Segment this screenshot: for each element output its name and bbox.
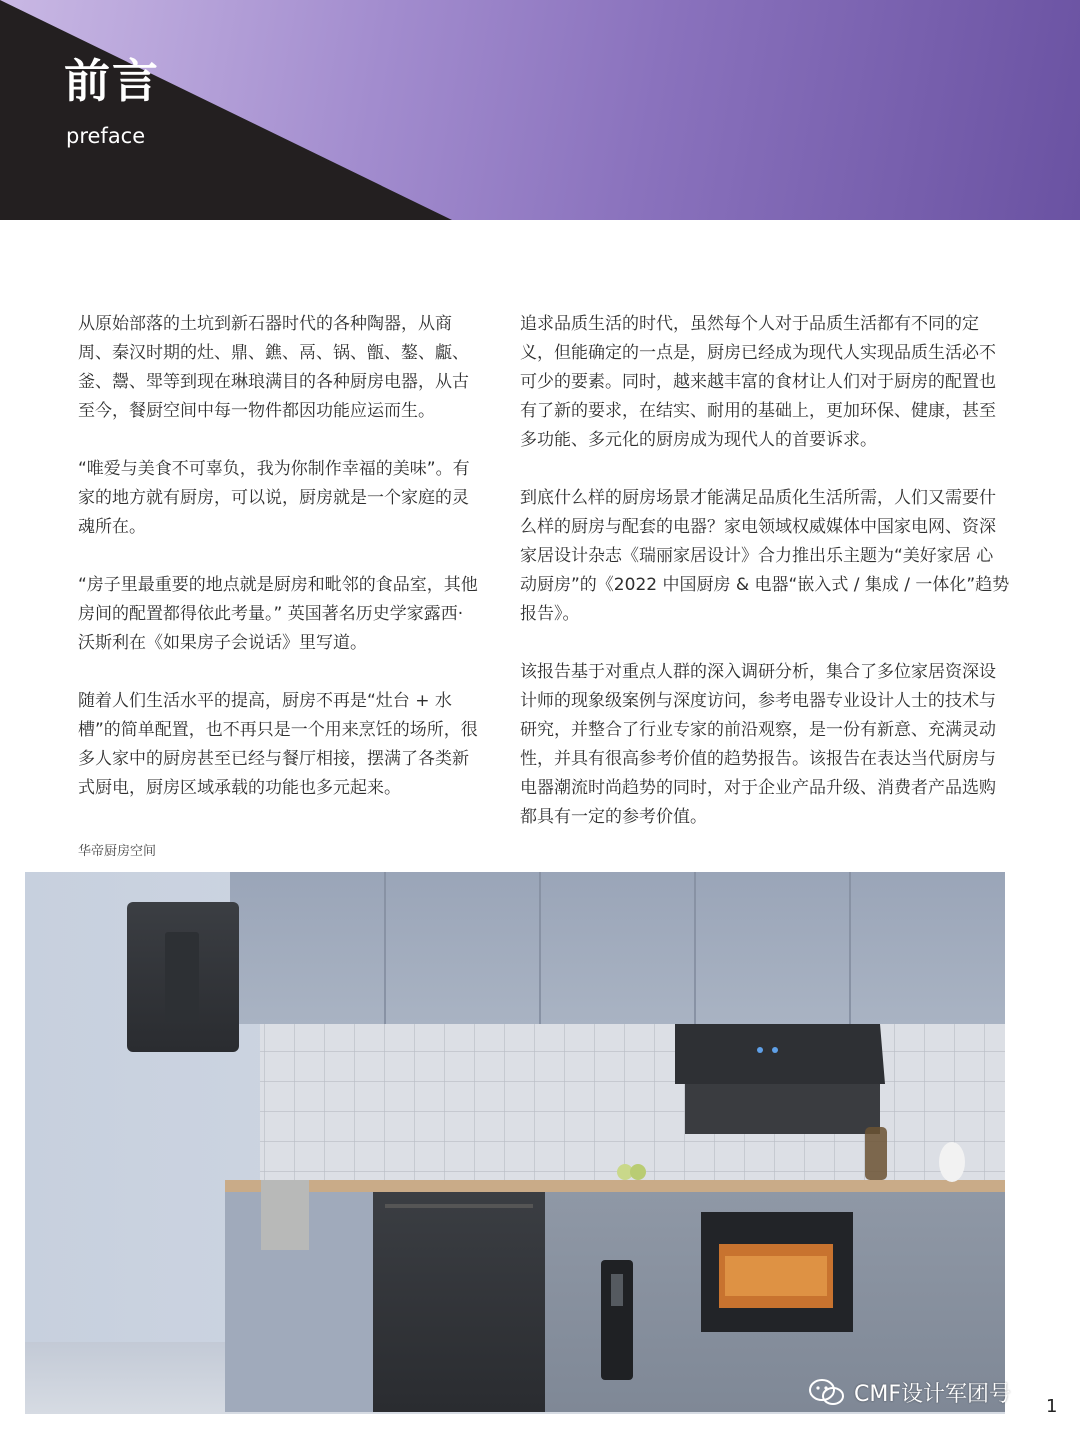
page-title: 前言 xyxy=(64,54,160,108)
page-header xyxy=(0,0,1080,220)
right-text-column xyxy=(520,310,1010,861)
photo-caption: 华帝厨房空间 xyxy=(78,844,157,859)
watermark xyxy=(808,1377,1011,1408)
paragraph: 随着人们生活水平的提高，厨房不再是“灶台 + 水槽”的简单配置，也不再只是一个用来烹饪的场所，很多人家中的厨房甚至已经与餐厅相接，摆满了各类新式厨电，厨房区域承载的功能也多元起来。 xyxy=(78,691,478,798)
paragraph: “房子里最重要的地点就是厨房和毗邻的食品室，其他房间的配置都得依此考量。” 英国著名历史学家露西·沃斯利在《如果房子会说话》里写道。 xyxy=(78,575,478,653)
kitchen-photo xyxy=(25,872,1005,1414)
paragraph: 到底什么样的厨房场景才能满足品质化生活所需，人们又需要什么样的厨房与配套的电器？家电领域权威媒体中国家电网、资深家居设计杂志《瑞丽家居设计》合力推出乐主题为“美好家居 心动厨房”的《2022 中国厨房 & 电器“嵌入式 / 集成 / 一体化”趋势报告》。 xyxy=(520,488,1010,624)
left-text-column xyxy=(78,310,480,832)
page-subtitle: preface xyxy=(66,124,146,148)
wechat-icon xyxy=(808,1378,846,1408)
paragraph: “唯爱与美食不可辜负，我为你制作幸福的美味”。有家的地方就有厨房，可以说，厨房就是一个家庭的灵魂所在。 xyxy=(78,459,470,537)
header-dark-triangle xyxy=(0,0,1080,220)
paragraph: 该报告基于对重点人群的深入调研分析，集合了多位家居资深设计师的现象级案例与深度访问，参考电器专业设计人士的技术与研究，并整合了行业专家的前沿观察，是一份有新意、充满灵动性，并具有很高参考价值的趋势报告。该报告在表达当代厨房与电器潮流时尚趋势的同时，对于企业产品升级、消费者产品选购都具有一定的参考价值。 xyxy=(520,662,996,827)
paragraph: 从原始部落的土坑到新石器时代的各种陶器，从商周、秦汉时期的灶、鼎、鐎、鬲、锅、甑、鏊、甗、釜、鬶、斝等到现在琳琅满目的各种厨房电器，从古至今，餐厨空间中每一物件都因功能应运而生。 xyxy=(78,314,469,421)
watermark-text: CMF设计军团号 xyxy=(854,1382,1011,1407)
page-number: 1 xyxy=(1046,1396,1058,1417)
paragraph: 追求品质生活的时代，虽然每个人对于品质生活都有不同的定义，但能确定的一点是，厨房已经成为现代人实现品质生活必不可少的要素。同时，越来越丰富的食材让人们对于厨房的配置也有了新的要求，在结实、耐用的基础上，更加环保、健康，甚至多功能、多元化的厨房成为现代人的首要诉求。 xyxy=(520,314,996,450)
